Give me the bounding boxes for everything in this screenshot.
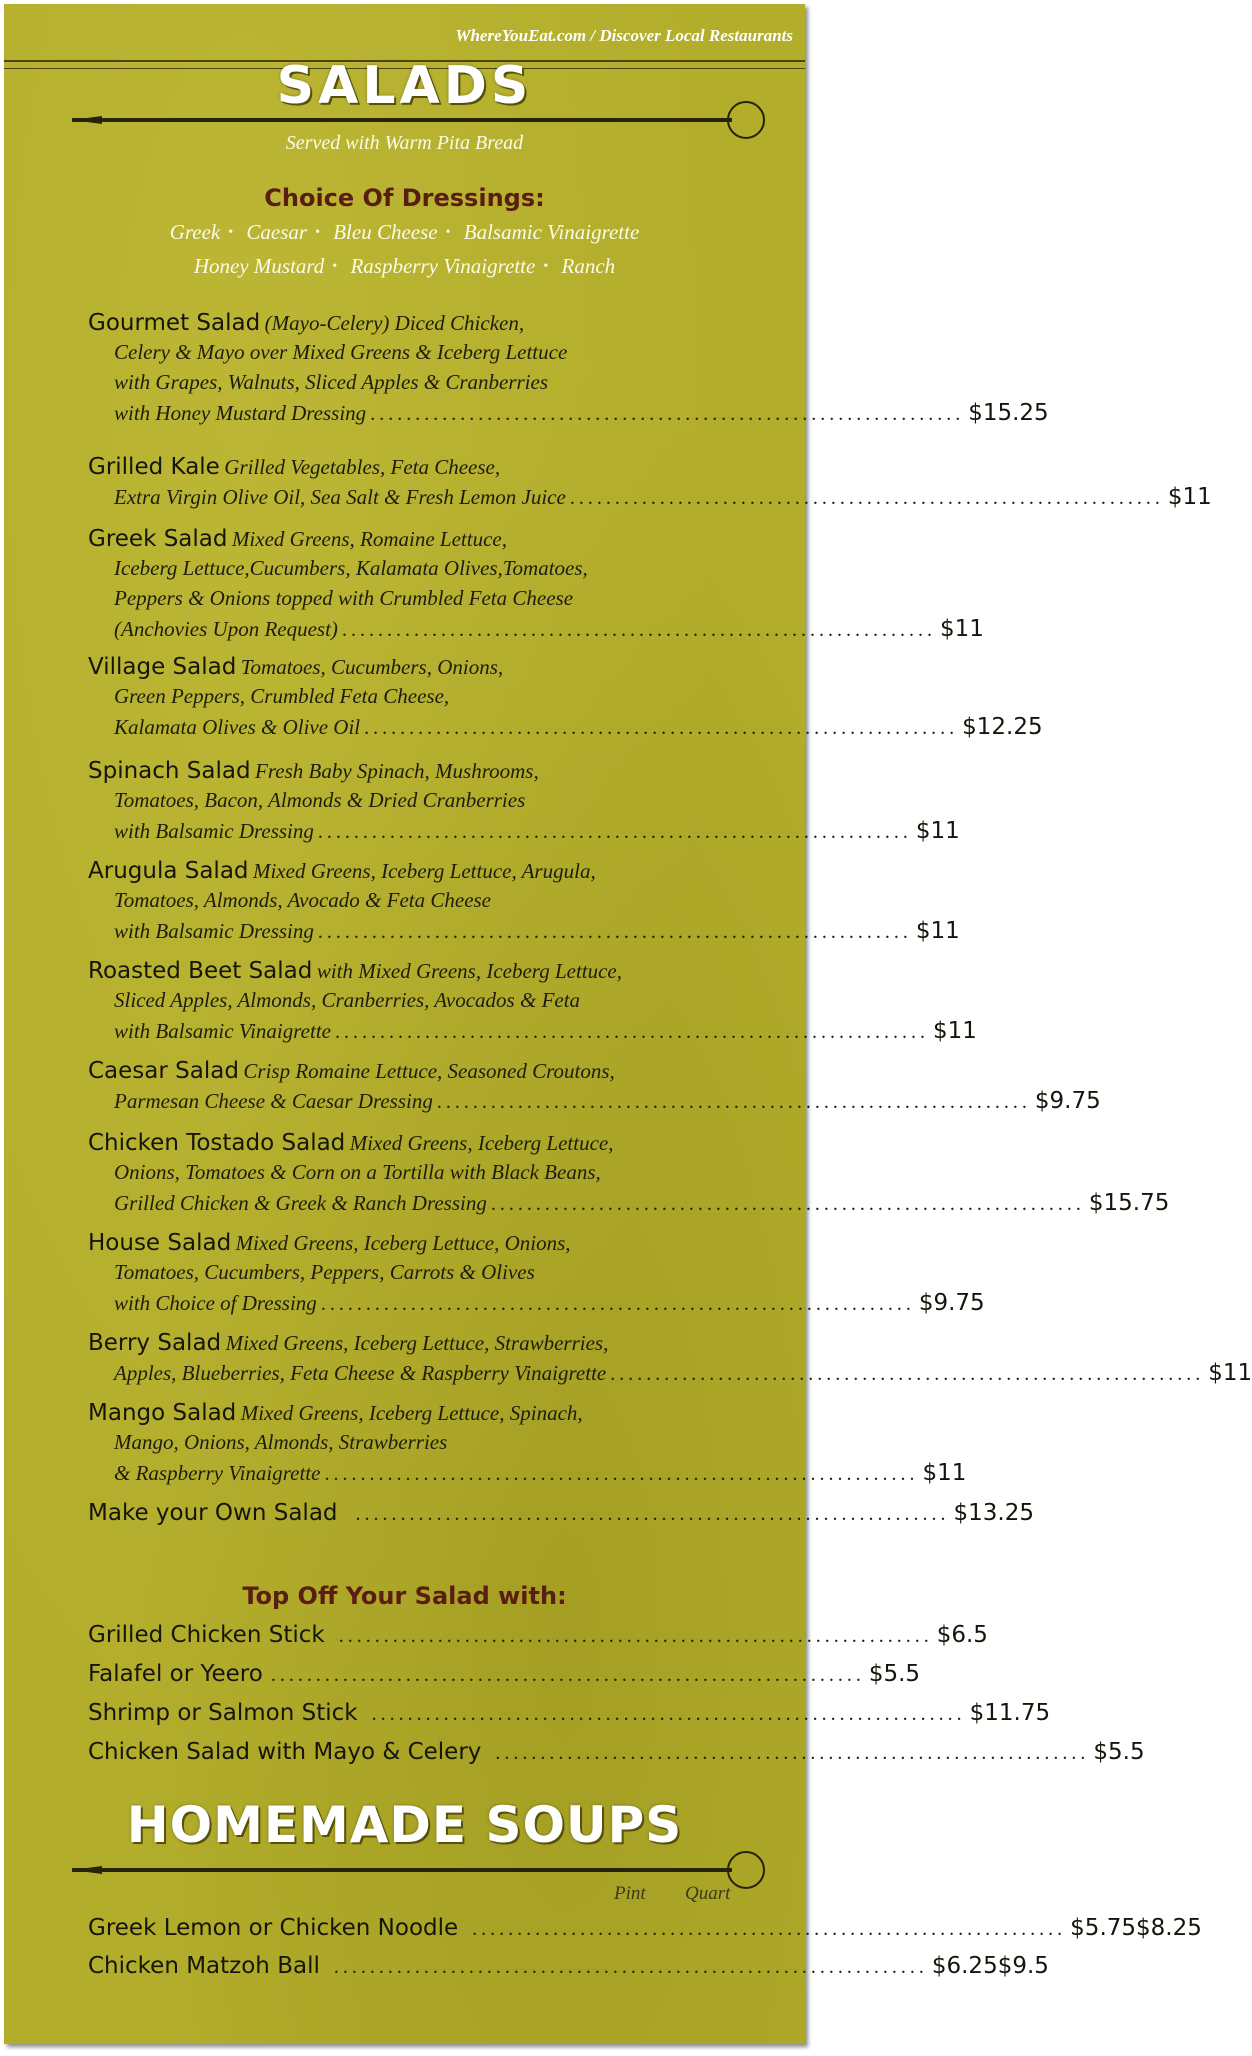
item-desc: with Balsamic Dressing <box>114 919 314 943</box>
dressing-option: Greek <box>169 220 221 244</box>
dot-leader: .................................................................. <box>320 1293 915 1315</box>
item-desc: Mixed Greens, Romaine Lettuce, <box>231 527 507 551</box>
item-name: Shrimp or Salmon Stick <box>88 1700 358 1726</box>
salad-item-grilled-kale <box>88 454 1212 514</box>
item-desc: Grilled Vegetables, Feta Cheese, <box>224 455 501 479</box>
dot-leader: .................................................................. <box>364 717 959 739</box>
quart-header: Quart <box>685 1883 731 1904</box>
dot-leader: .................................................................. <box>334 1021 929 1043</box>
salad-item-chicken-tostado <box>88 1130 1170 1220</box>
salad-item-make-your-own <box>88 1500 1034 1530</box>
dot-leader: .................................................................. <box>472 1918 1067 1940</box>
bullet: • <box>543 259 549 274</box>
item-name: Grilled Kale <box>88 454 220 480</box>
item-name: Caesar Salad <box>88 1058 239 1084</box>
salad-item-berry <box>88 1330 1252 1390</box>
salad-item-village <box>88 654 1043 744</box>
spear-ornament <box>72 1850 772 1890</box>
salads-heading: SALADS <box>276 56 533 116</box>
item-price: $13.25 <box>953 1500 1034 1526</box>
topping-item <box>88 1700 1051 1739</box>
item-desc: Tomatoes, Cucumbers, Onions, <box>240 655 504 679</box>
item-price: $11 <box>932 1018 977 1044</box>
toppings-title: Top Off Your Salad with: <box>242 1582 567 1610</box>
item-price: $9.75 <box>918 1290 985 1316</box>
dot-leader: .................................................................. <box>324 1463 919 1485</box>
item-price: $11 <box>1208 1360 1252 1386</box>
item-name: Mango Salad <box>88 1400 237 1426</box>
item-price: $9.75 <box>1034 1088 1101 1114</box>
item-name: Gourmet Salad <box>88 310 261 336</box>
item-desc: with Honey Mustard Dressing <box>114 401 367 425</box>
item-price: $5.5 <box>868 1661 921 1687</box>
item-desc: Crisp Romaine Lettuce, Seasoned Croutons, <box>243 1059 615 1083</box>
dot-leader: .................................................................. <box>317 921 912 943</box>
item-name: Berry Salad <box>88 1330 222 1356</box>
topping-list <box>88 1622 1145 1778</box>
dot-leader: .................................................................. <box>436 1091 1031 1113</box>
item-name: Falafel or Yeero <box>88 1661 263 1687</box>
dressing-option: Balsamic Vinaigrette <box>463 220 640 244</box>
item-name: Chicken Matzoh Ball <box>88 1953 320 1979</box>
dressings-line-2 <box>4 254 805 279</box>
item-name: Chicken Tostado Salad <box>88 1130 346 1156</box>
item-desc: Kalamata Olives & Olive Oil <box>114 715 361 739</box>
item-name: Roasted Beet Salad <box>88 958 313 984</box>
pint-price: $5.75 <box>1070 1915 1137 1941</box>
topping-item <box>88 1739 1145 1778</box>
item-price: $6.5 <box>936 1622 988 1648</box>
item-name: Greek Salad <box>88 526 228 552</box>
menu-page <box>4 4 1252 2044</box>
item-desc: Tomatoes, Almonds, Avocado & Feta Cheese <box>114 888 492 912</box>
item-desc: Onions, Tomatoes & Corn on a Tortilla with Black Beans, <box>114 1160 601 1184</box>
item-price: $11.75 <box>969 1700 1051 1726</box>
item-desc: Peppers & Onions topped with Crumbled Feta Cheese <box>114 586 574 610</box>
item-price: $11 <box>915 818 960 844</box>
item-desc: Tomatoes, Cucumbers, Peppers, Carrots & Olives <box>114 1260 535 1284</box>
item-price: $11 <box>939 616 984 642</box>
dressing-option: Bleu Cheese <box>333 220 438 244</box>
dressing-option: Caesar <box>246 220 308 244</box>
quart-price: $8.25 <box>1136 1915 1202 1941</box>
dot-leader: .................................................................. <box>355 1503 950 1525</box>
soup-item <box>88 1953 1049 1991</box>
item-desc: Fresh Baby Spinach, Mushrooms, <box>255 759 539 783</box>
topping-item <box>88 1661 921 1700</box>
soup-list <box>88 1915 1202 1991</box>
dot-leader: .................................................................. <box>270 1664 865 1686</box>
item-name: House Salad <box>88 1230 232 1256</box>
topping-item <box>88 1622 988 1661</box>
item-desc: Mixed Greens, Iceberg Lettuce, Strawberries, <box>225 1331 609 1355</box>
bullet: • <box>315 225 320 240</box>
pint-header: Pint <box>614 1883 646 1904</box>
salad-item-arugula <box>88 858 960 948</box>
item-name: Greek Lemon or Chicken Noodle <box>88 1915 459 1941</box>
item-desc: Apples, Blueberries, Feta Cheese & Raspberry Vinaigrette <box>114 1361 607 1385</box>
soup-item <box>88 1915 1202 1953</box>
dot-leader: .................................................................. <box>569 487 1164 509</box>
item-desc: Mixed Greens, Iceberg Lettuce, Onions, <box>235 1231 571 1255</box>
salad-item-caesar <box>88 1058 1101 1118</box>
soups-heading: HOMEMADE SOUPS <box>126 1796 683 1854</box>
item-price: $15.75 <box>1088 1190 1170 1216</box>
item-desc: Mixed Greens, Iceberg Lettuce, Arugula, <box>252 859 596 883</box>
dot-leader: .................................................................. <box>610 1363 1205 1385</box>
dressings-line-1 <box>4 220 805 245</box>
item-desc: with Balsamic Dressing <box>114 819 314 843</box>
dot-leader: .................................................................. <box>371 1703 966 1725</box>
item-desc: Mixed Greens, Iceberg Lettuce, Spinach, <box>240 1401 583 1425</box>
salad-item-gourmet <box>88 310 1049 430</box>
quart-price: $9.5 <box>997 1953 1049 1979</box>
dot-leader: .................................................................. <box>490 1193 1085 1215</box>
dot-leader: .................................................................. <box>370 403 965 425</box>
item-desc: & Raspberry Vinaigrette <box>114 1461 321 1485</box>
item-desc: (Mayo-Celery) Diced Chicken, <box>264 311 525 335</box>
item-price: $11 <box>1167 484 1212 510</box>
bullet: • <box>228 225 234 240</box>
item-desc: Celery & Mayo over Mixed Greens & Iceberg Lettuce <box>114 340 568 364</box>
item-name: Chicken Salad with Mayo & Celery <box>88 1739 482 1765</box>
item-price: $15.25 <box>968 400 1049 426</box>
item-desc: Sliced Apples, Almonds, Cranberries, Avocados & Feta <box>114 988 581 1012</box>
item-desc: Mango, Onions, Almonds, Strawberries <box>114 1430 448 1454</box>
item-name: Spinach Salad <box>88 758 251 784</box>
item-desc: Iceberg Lettuce,Cucumbers, Kalamata Olives,Tomatoes, <box>114 556 588 580</box>
dot-leader: .................................................................. <box>338 1625 933 1647</box>
item-desc: Grilled Chicken & Greek & Ranch Dressing <box>114 1191 487 1215</box>
salad-item-house <box>88 1230 985 1320</box>
salad-item-spinach <box>88 758 960 848</box>
item-desc: with Balsamic Vinaigrette <box>114 1019 331 1043</box>
dot-leader: .................................................................. <box>317 821 912 843</box>
item-desc: Extra Virgin Olive Oil, Sea Salt & Fresh Lemon Juice <box>114 485 566 509</box>
dot-leader: .................................................................. <box>341 619 936 641</box>
item-price: $5.5 <box>1093 1739 1145 1765</box>
item-desc: Parmesan Cheese & Caesar Dressing <box>114 1089 433 1113</box>
salad-item-roasted-beet <box>88 958 977 1048</box>
dressing-option: Raspberry Vinaigrette <box>350 254 536 278</box>
item-desc: Tomatoes, Bacon, Almonds & Dried Cranberries <box>114 788 526 812</box>
item-price: $11 <box>915 918 960 944</box>
item-price: $12.25 <box>962 714 1043 740</box>
bullet: • <box>445 225 451 240</box>
item-desc: with Mixed Greens, Iceberg Lettuce, <box>316 959 623 983</box>
dressing-option: Honey Mustard <box>193 254 325 278</box>
item-price: $11 <box>922 1460 967 1486</box>
dressings-title: Choice Of Dressings: <box>264 184 545 212</box>
salad-item-greek <box>88 526 984 646</box>
salads-subtitle: Served with Warm Pita Bread <box>285 132 524 154</box>
item-name: Grilled Chicken Stick <box>88 1622 325 1648</box>
dressing-option: Ranch <box>561 254 616 278</box>
item-name: Village Salad <box>88 654 237 680</box>
site-banner: WhereYouEat.com / Discover Local Restaurants <box>455 26 793 45</box>
item-desc: (Anchovies Upon Request) <box>114 617 338 641</box>
item-desc: Green Peppers, Crumbled Feta Cheese, <box>114 684 450 708</box>
dot-leader: .................................................................. <box>333 1956 928 1978</box>
bullet: • <box>332 259 338 274</box>
item-name: Make your Own Salad <box>88 1500 338 1526</box>
pint-price: $6.25 <box>931 1953 998 1979</box>
dot-leader: .................................................................. <box>495 1742 1090 1764</box>
item-desc: with Grapes, Walnuts, Sliced Apples & Cranberries <box>114 370 549 394</box>
item-desc: Mixed Greens, Iceberg Lettuce, <box>349 1131 614 1155</box>
item-name: Arugula Salad <box>88 858 249 884</box>
salad-item-mango <box>88 1400 967 1490</box>
item-desc: with Choice of Dressing <box>114 1291 317 1315</box>
